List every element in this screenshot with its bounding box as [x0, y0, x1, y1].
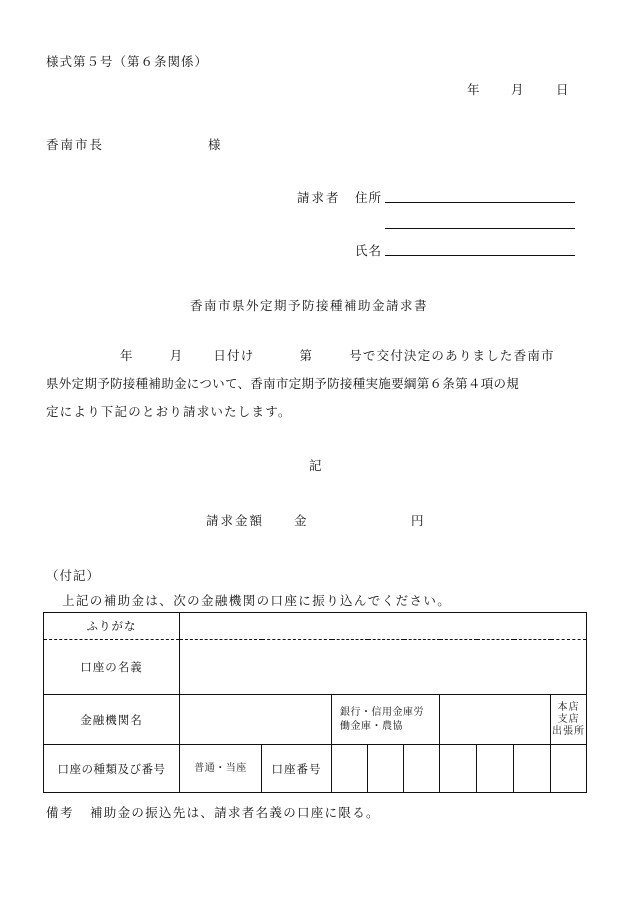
institution-label: 金融機関名: [44, 695, 180, 745]
body-month: 月: [169, 348, 184, 363]
institution-name-field[interactable]: [180, 695, 332, 745]
remarks-label: 備考: [46, 805, 75, 820]
body-date-suffix: 日付け: [213, 348, 255, 363]
row-furigana: [44, 613, 587, 640]
branch-main: 本店: [557, 701, 580, 713]
address-line-2[interactable]: [385, 228, 575, 229]
digit-3[interactable]: [404, 745, 440, 793]
branch-office: 出張所: [552, 725, 585, 737]
account-number-label: 口座番号: [262, 745, 332, 793]
row-account-name: [44, 640, 587, 695]
account-kind-number-label: 口座の種類及び番号: [44, 745, 180, 793]
name-label: 氏名: [355, 243, 383, 258]
account-type-options[interactable]: 普通・当座: [180, 745, 262, 793]
bank-account-table: [43, 612, 587, 793]
branch-name-field[interactable]: [440, 695, 551, 745]
amount-kin: 金: [294, 513, 308, 528]
digit-4[interactable]: [440, 745, 477, 793]
note-text: 上記の補助金は、次の金融機関の口座に振り込んでください。: [62, 593, 452, 608]
row-account-number: [44, 745, 587, 793]
amount-label: 請求金額: [206, 513, 265, 528]
body-line2: 県外定期予防接種補助金について、香南市定期予防接種実施要綱第６条第４項の規: [46, 376, 520, 391]
institution-type: [332, 695, 440, 745]
form-number: 様式第５号（第６条関係）: [46, 54, 209, 69]
date-year-label: 年: [467, 82, 481, 97]
amount-yen: 円: [411, 513, 425, 528]
furigana-field[interactable]: [180, 613, 587, 640]
digit-7[interactable]: [551, 745, 587, 793]
body-year: 年: [120, 348, 134, 363]
row-institution: [44, 695, 587, 745]
account-name-label: 口座の名義: [44, 640, 180, 695]
body-paragraph: [46, 342, 586, 426]
note-heading: （付記）: [46, 568, 101, 583]
ki-mark: 記: [309, 458, 323, 473]
body-number-prefix: 第: [299, 348, 314, 363]
account-name-field[interactable]: [180, 640, 587, 695]
furigana-label: ふりがな: [44, 613, 180, 640]
digit-5[interactable]: [477, 745, 514, 793]
branch-type: [551, 695, 587, 745]
institution-type-line2: 働金庫・農協: [340, 720, 403, 732]
date-month-label: 月: [511, 82, 525, 97]
digit-6[interactable]: [514, 745, 551, 793]
name-line[interactable]: [385, 255, 575, 256]
date-day-label: 日: [556, 82, 570, 97]
addressee-honorific: 様: [208, 137, 222, 152]
body-line3: 定により下記のとおり請求いたします。: [46, 404, 292, 419]
document-title: 香南市県外定期予防接種補助金請求書: [190, 298, 429, 313]
body-line1-rest: 号で交付決定のありました香南市: [349, 348, 555, 363]
address-line-1[interactable]: [385, 202, 575, 203]
remarks-text: 補助金の振込先は、請求者名義の口座に限る。: [90, 805, 380, 820]
addressee-name: 香南市長: [46, 137, 105, 152]
digit-2[interactable]: [368, 745, 404, 793]
institution-type-line1: 銀行・信用金庫労: [340, 706, 424, 718]
address-label: 住所: [355, 190, 383, 205]
digit-1[interactable]: [332, 745, 368, 793]
branch-sub: 支店: [557, 713, 580, 725]
claimant-label: 請求者: [297, 190, 341, 205]
